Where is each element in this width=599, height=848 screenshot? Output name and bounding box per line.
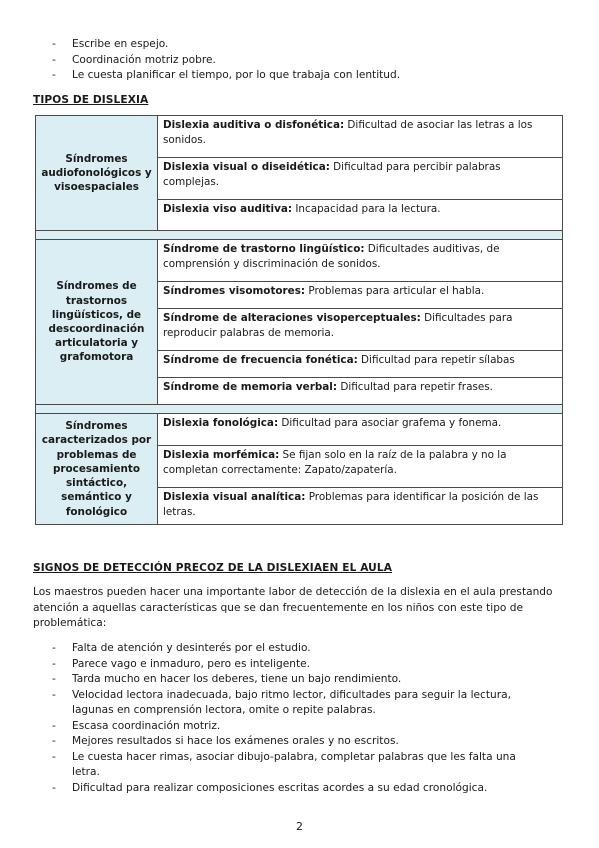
table-cell [158, 378, 563, 405]
page-number: 2 [296, 820, 303, 833]
intro-paragraph: Los maestros pueden hacer una importante labor de detección de la dislexia en el aula prestando atención a aquellas características que se dan frecuentemente en los niños con este tipo de problemática: [33, 586, 553, 630]
term: Dislexia morfémica: [163, 449, 280, 461]
table-cell [158, 488, 563, 525]
table-row [36, 414, 563, 446]
term: Dislexia auditiva o disfonética: [163, 119, 345, 131]
signs-bullet-list [52, 641, 542, 796]
section-heading-signs: SIGNOS DE DETECCIÓN PRECOZ DE LA DISLEXIAEN EL AULA [33, 562, 393, 574]
term: Síndromes visomotores: [163, 285, 306, 297]
term: Síndrome de memoria verbal: [163, 381, 338, 393]
list-item: - Falta de atención y desinterés por el estudio. [52, 641, 542, 657]
table-cell [158, 240, 563, 282]
table-spacer-row [36, 405, 563, 414]
description: Problemas para identificar la posición de las letras. [163, 491, 539, 518]
description: Dificultad para repetir frases. [337, 381, 493, 393]
list-item: - Escasa coordinación motriz. [52, 719, 542, 735]
table-cell [158, 446, 563, 488]
term: Dislexia viso auditiva: [163, 203, 293, 215]
term: Síndrome de trastorno lingüístico: [163, 243, 365, 255]
list-item: - Velocidad lectora inadecuada, bajo ritmo lector, dificultades para seguir la lectura, lagunas en comprensión lectora, omite o repite palabras. [52, 688, 542, 719]
group-title-cell: Síndromes de trastornos lingüísticos, de descoordinación articulatoria y grafomotora [36, 240, 158, 405]
table-row [36, 116, 563, 158]
term: Síndrome de frecuencia fonética: [163, 354, 358, 366]
description: Dificultad para asociar grafema y fonema. [278, 417, 502, 429]
description: Dificultades auditivas, de comprensión y discriminación de sonidos. [163, 243, 500, 270]
term: Dislexia visual o diseidética: [163, 161, 330, 173]
table-spacer-row [36, 231, 563, 240]
table-cell [158, 282, 563, 309]
table-cell [158, 200, 563, 231]
term: Dislexia fonológica: [163, 417, 279, 429]
table-row [36, 240, 563, 282]
list-item: - Dificultad para realizar composiciones escritas acordes a su edad cronológica. [52, 781, 542, 797]
table-cell [158, 414, 563, 446]
list-item: - Le cuesta planificar el tiempo, por lo que trabaja con lentitud. [52, 68, 542, 84]
list-item: - Tarda mucho en hacer los deberes, tiene un bajo rendimiento. [52, 672, 542, 688]
description: Dificultad para percibir palabras complejas. [163, 161, 501, 188]
list-item: - Escribe en espejo. [52, 37, 542, 53]
list-item: - Mejores resultados si hace los exámenes orales y no escritos. [52, 734, 542, 750]
dyslexia-types-table [35, 115, 563, 525]
description: Incapacidad para la lectura. [292, 203, 441, 215]
top-bullet-list [52, 37, 542, 84]
table-cell [158, 351, 563, 378]
description: Dificultad de asociar las letras a los sonidos. [163, 119, 533, 146]
section-heading-types: TIPOS DE DISLEXIA [33, 94, 149, 106]
table-cell [158, 116, 563, 158]
description: Dificultades para reproducir palabras de memoria. [163, 312, 513, 339]
group-title-cell: Síndromes audiofonológicos y visoespaciales [36, 116, 158, 231]
description: Se fijan solo en la raíz de la palabra y no la completan correctamente: Zapato/zapatería. [163, 449, 507, 476]
description: Dificultad para repetir sílabas [357, 354, 515, 366]
description: Problemas para articular el habla. [305, 285, 485, 297]
list-item: - Le cuesta hacer rimas, asociar dibujo-palabra, completar palabras que les falta una letra. [52, 750, 542, 781]
list-item: - Parece vago e inmaduro, pero es inteligente. [52, 657, 542, 673]
table-cell [158, 309, 563, 351]
group-title-cell: Síndromes caracterizados por problemas de procesamiento sintáctico, semántico y fonológico [36, 414, 158, 525]
list-item: - Coordinación motriz pobre. [52, 53, 542, 69]
table-cell [158, 158, 563, 200]
term: Dislexia visual analítica: [163, 491, 306, 503]
term: Síndrome de alteraciones visoperceptuales: [163, 312, 421, 324]
